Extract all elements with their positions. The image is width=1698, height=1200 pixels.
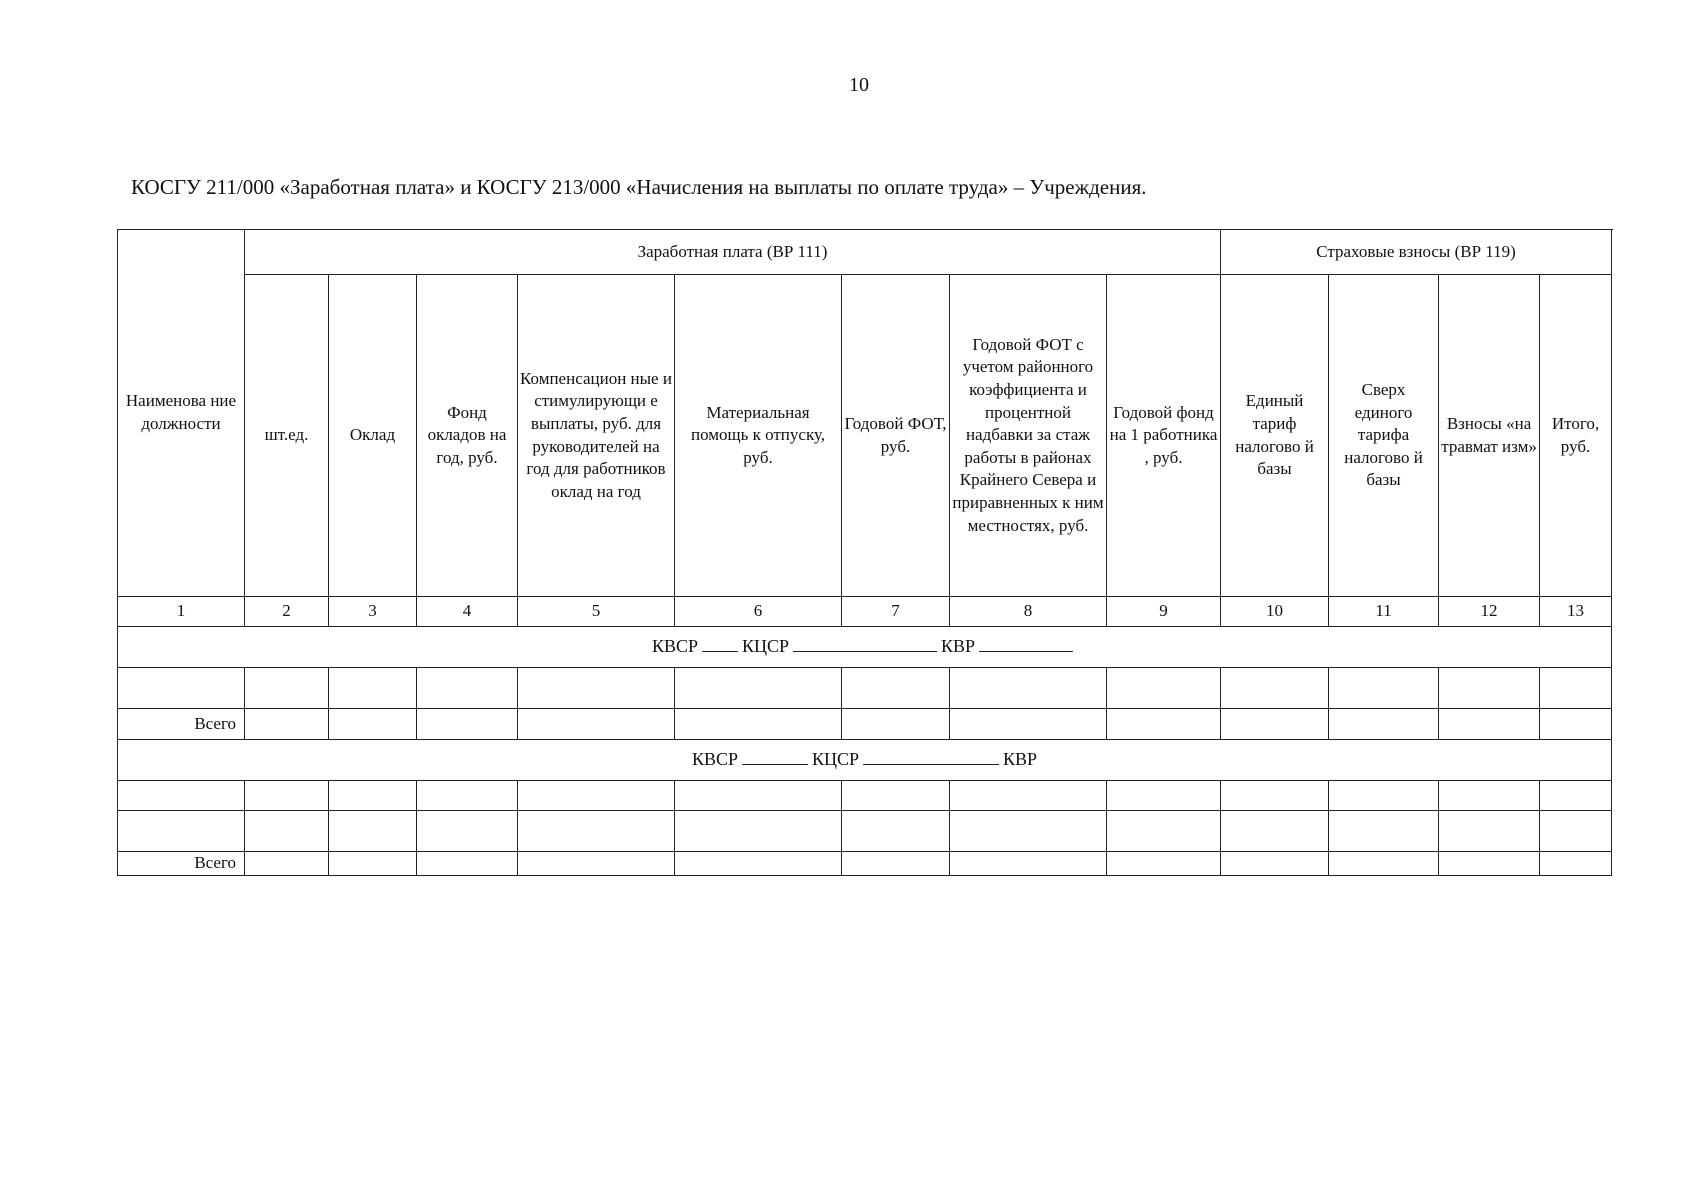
table-cell[interactable] [842, 852, 950, 876]
table-cell[interactable] [118, 668, 245, 709]
column-header-row [118, 275, 1612, 597]
table-cell[interactable] [1107, 852, 1221, 876]
col-number: 9 [1107, 597, 1221, 627]
col-number: 5 [518, 597, 675, 627]
col-header-8: Годовой ФОТ с учетом районного коэффициента и процентной надбавки за стаж работы в районах Крайнего Севера и приравненных к ним местностях, руб. [950, 275, 1107, 597]
table-cell[interactable] [1540, 668, 1612, 709]
table-cell[interactable] [1540, 852, 1612, 876]
table-cell[interactable] [1329, 852, 1439, 876]
document-title: КОСГУ 211/000 «Заработная плата» и КОСГУ 213/000 «Начисления на выплаты по оплате труда» – Учреждения. [131, 175, 1147, 199]
kcsr-label: КЦСР [742, 636, 790, 657]
table-cell[interactable] [1439, 811, 1540, 852]
table-cell[interactable] [518, 709, 675, 740]
table-cell[interactable] [675, 852, 842, 876]
col-number: 12 [1439, 597, 1540, 627]
table-cell[interactable] [1540, 709, 1612, 740]
kvr-field[interactable] [979, 635, 1073, 652]
table-cell[interactable] [1221, 852, 1329, 876]
table-cell[interactable] [1107, 668, 1221, 709]
kvr-label: КВР [941, 636, 976, 657]
table-cell[interactable] [245, 709, 329, 740]
col-header-3: Оклад [329, 275, 417, 597]
col-header-9: Годовой фонд на 1 работника , руб. [1107, 275, 1221, 597]
col-number: 2 [245, 597, 329, 627]
total-row [118, 852, 1612, 876]
table-cell[interactable] [1107, 781, 1221, 811]
col-number: 13 [1540, 597, 1612, 627]
kvsr-field[interactable] [702, 635, 738, 652]
table-cell[interactable] [417, 668, 518, 709]
total-label: Всего [118, 709, 245, 740]
table-cell[interactable] [950, 781, 1107, 811]
table-cell[interactable] [245, 668, 329, 709]
table-cell[interactable] [842, 781, 950, 811]
group-header-insurance: Страховые взносы (ВР 119) [1221, 230, 1612, 275]
table-cell[interactable] [518, 811, 675, 852]
table-cell[interactable] [417, 852, 518, 876]
col-header-4: Фонд окладов на год, руб. [417, 275, 518, 597]
table-row [118, 811, 1612, 852]
col-header-7: Годовой ФОТ, руб. [842, 275, 950, 597]
group-header-salary: Заработная плата (ВР 111) [245, 230, 1221, 275]
table-cell[interactable] [950, 811, 1107, 852]
table-cell[interactable] [1540, 811, 1612, 852]
col-header-10: Единый тариф налогово й базы [1221, 275, 1329, 597]
kvr-label: КВР [1003, 749, 1038, 770]
table-cell[interactable] [675, 668, 842, 709]
table-cell[interactable] [1221, 811, 1329, 852]
budget-codes-line [118, 740, 1612, 781]
total-label: Всего [118, 852, 245, 876]
table-row [118, 668, 1612, 709]
table-cell[interactable] [518, 781, 675, 811]
kvsr-label: КВСР [651, 636, 698, 657]
col-header-5: Компенсацион ные и стимулирующи е выплаты, руб. для руководителей на год для работников оклад на год [518, 275, 675, 597]
table-cell[interactable] [329, 709, 417, 740]
col-number: 8 [950, 597, 1107, 627]
table-cell[interactable] [1439, 709, 1540, 740]
col-number: 10 [1221, 597, 1329, 627]
table-cell[interactable] [245, 852, 329, 876]
table-cell[interactable] [417, 811, 518, 852]
table-cell[interactable] [842, 668, 950, 709]
table-cell[interactable] [1107, 709, 1221, 740]
table-cell[interactable] [1439, 852, 1540, 876]
table-cell[interactable] [842, 709, 950, 740]
kcsr-field[interactable] [863, 748, 999, 765]
col-number: 11 [1329, 597, 1439, 627]
table-cell[interactable] [118, 781, 245, 811]
table-cell[interactable] [417, 781, 518, 811]
table-cell[interactable] [950, 852, 1107, 876]
kcsr-field[interactable] [793, 635, 937, 652]
col-number: 3 [329, 597, 417, 627]
kcsr-label: КЦСР [812, 749, 860, 770]
budget-codes-line [118, 627, 1612, 668]
col-header-6: Материальная помощь к отпуску, руб. [675, 275, 842, 597]
table-cell[interactable] [1221, 781, 1329, 811]
table-cell[interactable] [1221, 709, 1329, 740]
table-cell[interactable] [675, 781, 842, 811]
table-cell[interactable] [1439, 781, 1540, 811]
col-header-13: Итого, руб. [1540, 275, 1612, 597]
col-number: 6 [675, 597, 842, 627]
code-row [118, 627, 1612, 668]
table-cell[interactable] [417, 709, 518, 740]
page-number: 10 [849, 74, 869, 96]
table-cell[interactable] [1221, 668, 1329, 709]
kvsr-label: КВСР [691, 749, 738, 770]
table-cell[interactable] [518, 668, 675, 709]
col-header-1: Наименова ние должности [118, 230, 245, 597]
table-cell[interactable] [1329, 668, 1439, 709]
col-header-2: шт.ед. [245, 275, 329, 597]
table-cell[interactable] [675, 811, 842, 852]
table-cell[interactable] [518, 852, 675, 876]
table-cell[interactable] [1329, 781, 1439, 811]
table-row [118, 781, 1612, 811]
table-cell[interactable] [675, 709, 842, 740]
table-cell[interactable] [329, 668, 417, 709]
group-header-row [118, 230, 1612, 275]
table-cell[interactable] [1107, 811, 1221, 852]
col-number: 7 [842, 597, 950, 627]
table-cell[interactable] [245, 781, 329, 811]
table-cell[interactable] [245, 811, 329, 852]
table-cell[interactable] [842, 811, 950, 852]
column-number-row [118, 597, 1612, 627]
table-cell[interactable] [1329, 709, 1439, 740]
table-cell[interactable] [1439, 668, 1540, 709]
col-number: 1 [118, 597, 245, 627]
code-row [118, 740, 1612, 781]
table-cell[interactable] [118, 811, 245, 852]
table-cell[interactable] [329, 811, 417, 852]
table-cell[interactable] [1329, 811, 1439, 852]
total-row [118, 709, 1612, 740]
kvsr-field[interactable] [742, 748, 808, 765]
salary-form-table [117, 229, 1612, 876]
table-cell[interactable] [1540, 781, 1612, 811]
table-cell[interactable] [950, 668, 1107, 709]
col-header-11: Сверх единого тарифа налогово й базы [1329, 275, 1439, 597]
col-header-12: Взносы «на травмат изм» [1439, 275, 1540, 597]
table-cell[interactable] [329, 781, 417, 811]
table-cell[interactable] [329, 852, 417, 876]
col-number: 4 [417, 597, 518, 627]
table-cell[interactable] [950, 709, 1107, 740]
